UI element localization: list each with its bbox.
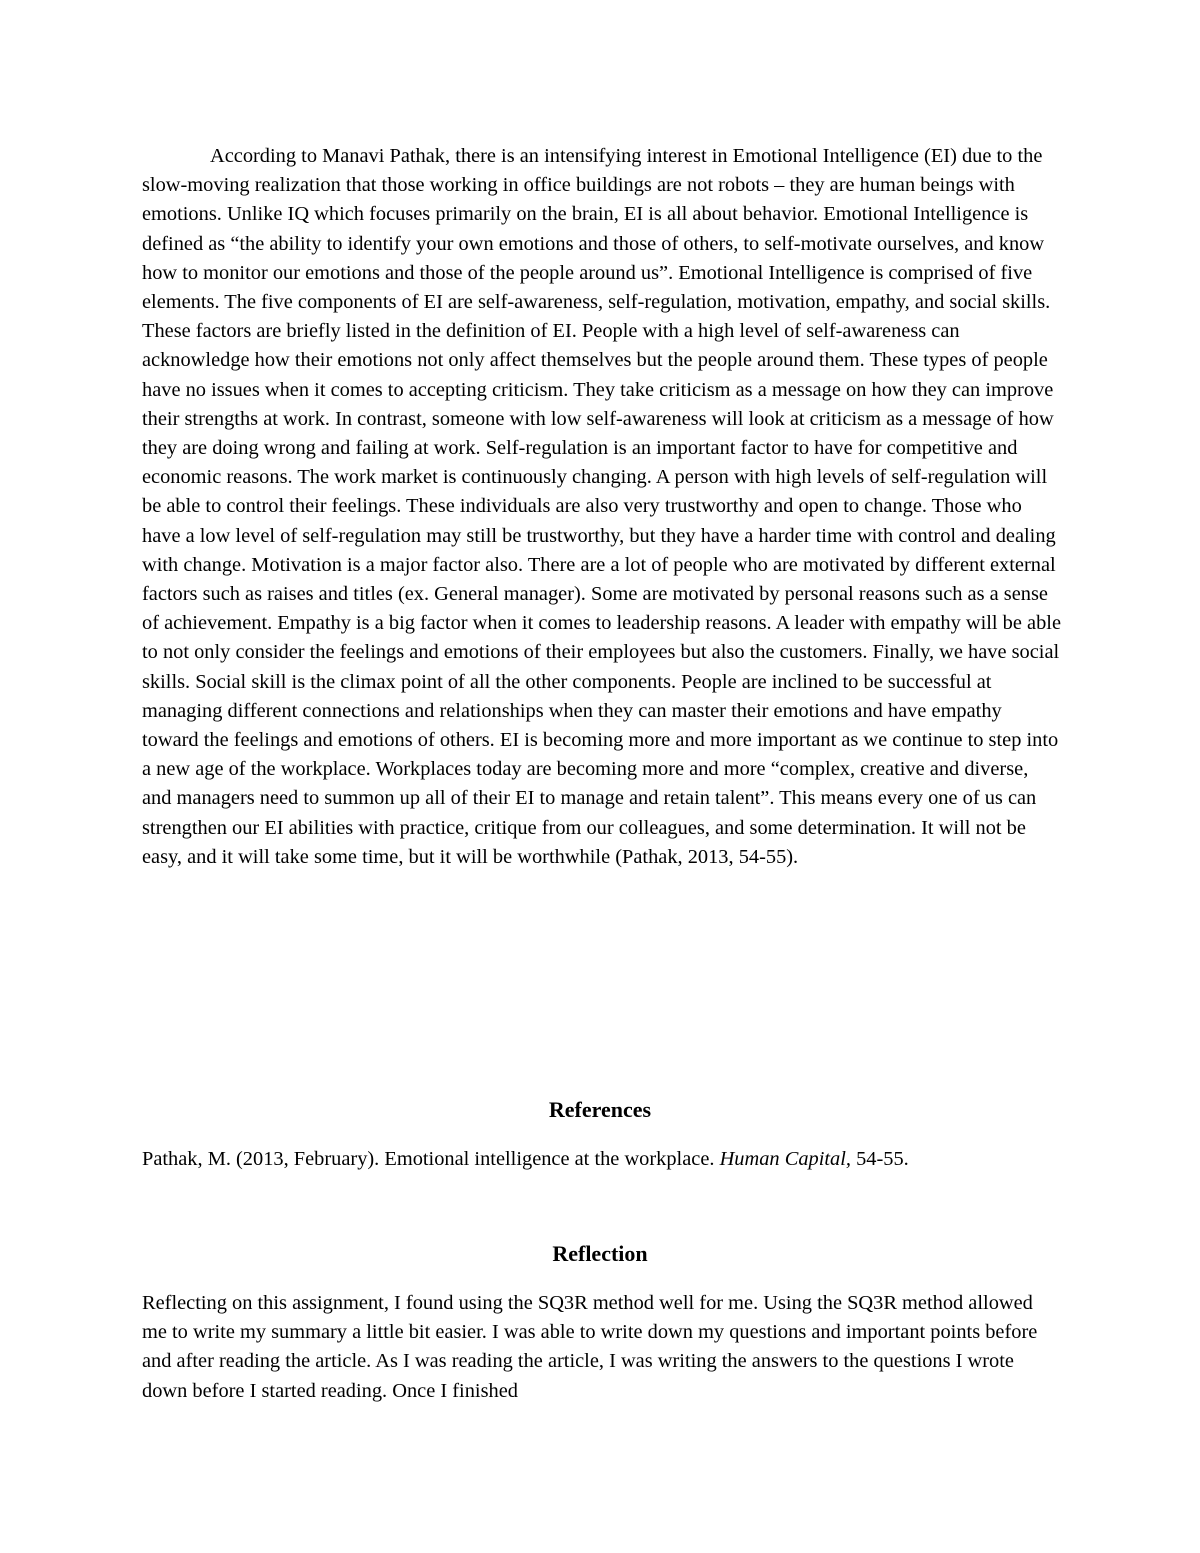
- citation-text: Pathak, M. (2013, February). Emotional intelligence at the workplace.: [142, 1148, 720, 1170]
- citation-journal: Human Capital,: [719, 1148, 851, 1170]
- reflection-heading: Reflection: [552, 1241, 648, 1266]
- reflection-paragraph: Reflecting on this assignment, I found using the SQ3R method well for me. Using the SQ3R method allowed me to write my summary a little bit easier. I was able to write down my questions and important points before and after reading the article. As I was reading the article, I was writing the answers to the questions I wrote down before I started reading. Once I finished: [142, 1292, 1038, 1402]
- summary-text: According to Manavi Pathak, there is an intensifying interest in Emotional Intelligence (EI) due to the slow-moving realization that those working in office buildings are not robots – they are human beings with emotions. Unlike IQ which focuses primarily on the brain, EI is all about behavior. Emotional Intelligence is defined as “the ability to identify your own emotions and those of others, to self-motivate ourselves, and know how to monitor our emotions and those of the people around us”. Emotional Intelligence is comprised of five elements. The five components of EI are self-awareness, self-regulation, motivation, empathy, and social skills. These factors are briefly listed in the definition of EI. People with a high level of self-awareness can acknowledge how their emotions not only affect themselves but the people around them. These types of people have no issues when it comes to accepting criticism. They take criticism as a message on how they can improve their strengths at work. In contrast, someone with low self-awareness will look at criticism as a message of how they are doing wrong and failing at work. Self-regulation is an important factor to have for competitive and economic reasons. The work market is continuously changing. A person with high levels of self-regulation will be able to control their feelings. These individuals are also very trustworthy and open to change. Those who have a low level of self-regulation may still be trustworthy, but they have a harder time with control and dealing with change. Motivation is a major factor also. There are a lot of people who are motivated by different external factors such as raises and titles (ex. General manager). Some are motivated by personal reasons such as a sense of achievement. Empathy is a big factor when it comes to leadership reasons. A leader with empathy will be able to not only consider the feelings and emotions of their employees but also the customers. Finally, we have social skills. Social skill is the climax point of all the other components. People are inclined to be successful at managing different connections and relationships when they can master their emotions and have empathy toward the feelings and emotions of others. EI is becoming more and more important as we continue to step into a new age of the workplace. Workplaces today are becoming more and more “complex, creative and diverse, and managers need to summon up all of their EI to manage and retain talent”. This means every one of us can strengthen our EI abilities with practice, critique from our colleagues, and some determination. It will not be easy, and it will take some time, but it will be worthwhile (Pathak, 2013, 54-55).: [142, 145, 1061, 868]
- citation-pages: 54-55.: [851, 1148, 909, 1170]
- reference-citation: [142, 1145, 1082, 1174]
- summary-paragraph: [142, 142, 1062, 872]
- references-heading: References: [548, 1097, 652, 1122]
